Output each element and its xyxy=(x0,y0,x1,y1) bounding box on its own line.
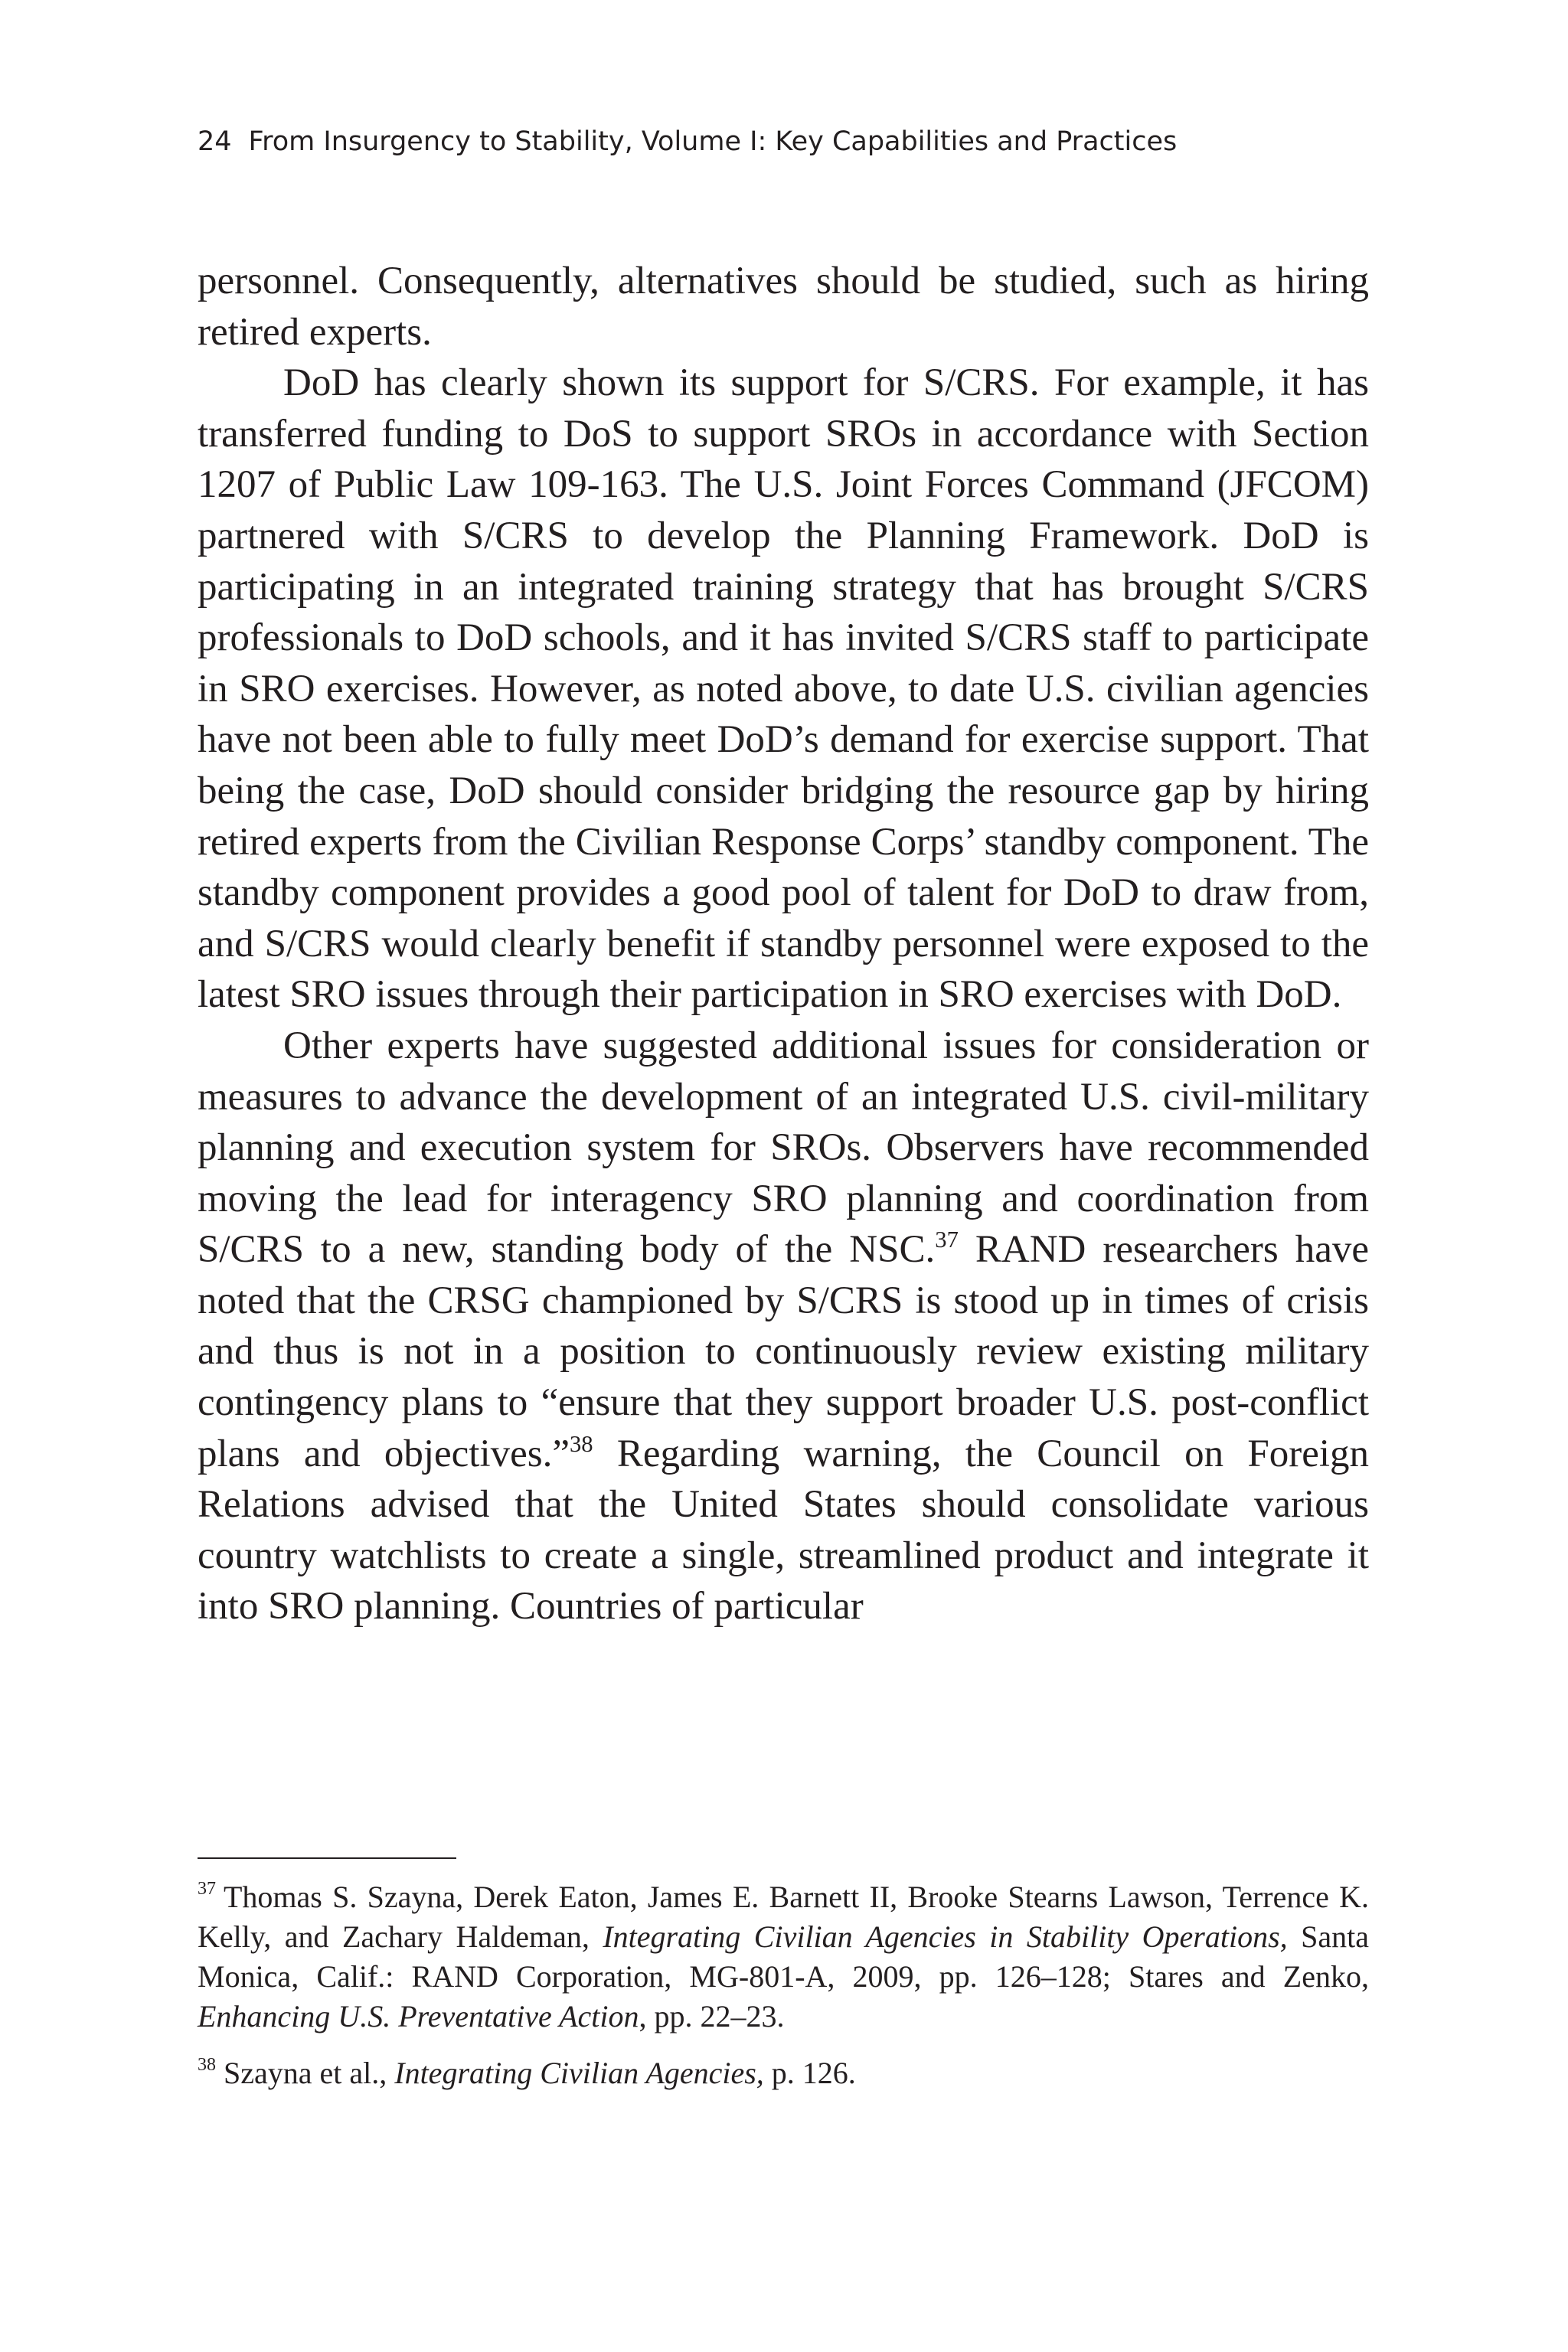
footnote-38 xyxy=(198,2053,1369,2093)
footnotes xyxy=(198,1877,1369,2093)
footnote-cited-title: Integrating Civilian Agencies, xyxy=(394,2056,764,2090)
footnote-37 xyxy=(198,1877,1369,2037)
running-title: From Insurgency to Stability, Volume I: Key Capabilities and Practices xyxy=(248,126,1178,157)
paragraph-text-segment: RAND researchers have noted that the CRSG championed by S/CRS is stood up in times of crisis and thus is not in a position to continuously review existing military contingency plans to “ensure that they support broader U.S. post-conflict plans and objectives.” xyxy=(198,1228,1370,1475)
running-header xyxy=(198,122,1377,161)
footnote-reference-38[interactable]: 38 xyxy=(570,1430,593,1457)
page-number: 24 xyxy=(198,126,232,157)
footnote-marker: 37 xyxy=(198,1879,216,1900)
footnote-text: Szayna et al., xyxy=(224,2056,395,2090)
footnote-text: p. 126. xyxy=(763,2056,856,2090)
footnote-reference-37[interactable]: 37 xyxy=(935,1227,959,1253)
footnote-cited-title: Integrating Civilian Agencies in Stability Operations, xyxy=(603,1919,1288,1954)
footnote-text: Santa Monica, Calif.: RAND Corporation, MG-801-A, 2009, pp. 126–128; Stares and Zenko, xyxy=(198,1919,1369,1994)
paragraph-dod-support: DoD has clearly shown its support for S/CRS. For example, it has transferred funding to DoS to support SROs in accordance with Section 1207 of Public Law 109-163. The U.S. Joint Forces Command (JFCOM) partnered with S/CRS to develop the Planning Framework. DoD is participating in an integrated training strategy that has brought S/CRS professionals to DoD schools, and it has invited S/CRS staff to participate in SRO exercises. However, as noted above, to date U.S. civilian agencies have not been able to fully meet DoD’s demand for exercise support. That being the case, DoD should consider bridging the resource gap by hiring retired experts from the Civilian Response Corps’ standby component. The standby component provides a good pool of talent for DoD to draw from, and S/CRS would clearly benefit if standby personnel were exposed to the latest SRO issues through their participation in SRO exercises with DoD. xyxy=(198,361,1369,1017)
body-text xyxy=(198,256,1369,1632)
paragraph-continued: personnel. Consequently, alternatives should be studied, such as hiring retired experts. xyxy=(198,260,1369,354)
paragraph-text-segment: Other experts have suggested additional issues for consideration or measures to advance the development of an integrated U.S. civil-military planning and execution system for SROs. Observers have recommended moving the lead for interagency SRO planning and coordination from S/CRS to a new, standing body of the NSC. xyxy=(198,1024,1369,1272)
footnote-text: Thomas S. Szayna, Derek Eaton, James E. Barnett II, Brooke Stearns Lawson, Terrence K. Kelly, and Zachary Haldeman, xyxy=(198,1880,1369,1954)
footnote-text: , pp. 22–23. xyxy=(639,1999,785,2034)
paragraph-other-experts xyxy=(198,1021,1369,1632)
paragraph-text-segment: Regarding warning, the Council on Foreign Relations advised that the United States should consolidate various country watchlists to create a single, streamlined product and integrate it into SRO planning. Countries of particular xyxy=(198,1432,1369,1628)
footnote-divider xyxy=(198,1857,456,1859)
footnote-cited-title: Enhancing U.S. Preventative Action xyxy=(198,1999,639,2034)
footnote-marker: 38 xyxy=(198,2055,216,2076)
